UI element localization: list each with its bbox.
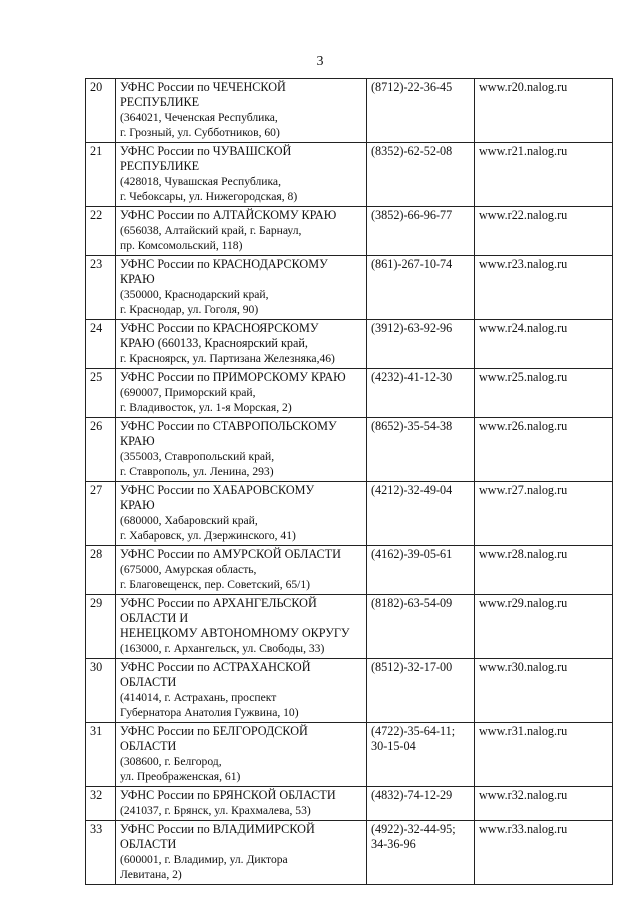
website-link[interactable]: www.r24.nalog.ru <box>475 320 613 369</box>
row-number: 27 <box>86 482 116 546</box>
phone-cell <box>367 821 475 885</box>
office-name-line: УФНС России по АЛТАЙСКОМУ КРАЮ <box>120 208 337 222</box>
office-name-line: ОБЛАСТИ И <box>120 611 189 625</box>
office-address-line: (241037, г. Брянск, ул. Крахмалева, 53) <box>120 804 311 817</box>
phone-number: (8512)-32-17-00 <box>371 660 453 674</box>
office-address-line: (428018, Чувашская Республика, <box>120 175 281 188</box>
phone-cell <box>367 369 475 418</box>
office-cell <box>116 821 367 885</box>
office-address-line: г. Грозный, ул. Субботников, 60) <box>120 126 280 139</box>
row-number: 20 <box>86 79 116 143</box>
office-name-line: УФНС России по СТАВРОПОЛЬСКОМУ <box>120 419 337 433</box>
office-cell <box>116 143 367 207</box>
phone-cell <box>367 79 475 143</box>
website-link[interactable]: www.r27.nalog.ru <box>475 482 613 546</box>
website-link[interactable]: www.r25.nalog.ru <box>475 369 613 418</box>
row-number: 29 <box>86 595 116 659</box>
office-address-line: г. Красноярск, ул. Партизана Железняка,46) <box>120 352 335 365</box>
table-row <box>86 207 613 256</box>
phone-cell <box>367 482 475 546</box>
office-address-line: (690007, Приморский край, <box>120 386 256 399</box>
phone-number: (4832)-74-12-29 <box>371 788 453 802</box>
phone-cell <box>367 659 475 723</box>
office-cell <box>116 723 367 787</box>
office-address-line: г. Краснодар, ул. Гоголя, 90) <box>120 303 259 316</box>
row-number: 28 <box>86 546 116 595</box>
row-number: 32 <box>86 787 116 821</box>
website-link[interactable]: www.r28.nalog.ru <box>475 546 613 595</box>
phone-number: (3852)-66-96-77 <box>371 208 453 222</box>
office-name-line: УФНС России по БРЯНСКОЙ ОБЛАСТИ <box>120 788 336 802</box>
row-number: 26 <box>86 418 116 482</box>
office-name-line: ОБЛАСТИ <box>120 675 177 689</box>
phone-cell <box>367 787 475 821</box>
row-number: 33 <box>86 821 116 885</box>
row-number: 21 <box>86 143 116 207</box>
table-row <box>86 821 613 885</box>
website-link[interactable]: www.r31.nalog.ru <box>475 723 613 787</box>
row-number: 23 <box>86 256 116 320</box>
table-row <box>86 659 613 723</box>
phone-cell <box>367 546 475 595</box>
office-name-line: КРАЮ <box>120 434 155 448</box>
website-link[interactable]: www.r22.nalog.ru <box>475 207 613 256</box>
office-address-line: пр. Комсомольский, 118) <box>120 239 243 252</box>
office-address-line: Губернатора Анатолия Гужвина, 10) <box>120 706 299 719</box>
office-address-line: (364021, Чеченская Республика, <box>120 111 278 124</box>
phone-number: (4232)-41-12-30 <box>371 370 453 384</box>
office-name-line: УФНС России по АСТРАХАНСКОЙ <box>120 660 311 674</box>
office-cell <box>116 418 367 482</box>
office-address-line: (163000, г. Архангельск, ул. Свободы, 33) <box>120 642 325 655</box>
office-address-line: (680000, Хабаровский край, <box>120 514 258 527</box>
table-row <box>86 320 613 369</box>
phone-number: (4162)-39-05-61 <box>371 547 453 561</box>
office-address-line: (675000, Амурская область, <box>120 563 257 576</box>
office-name-line: КРАЮ <box>120 498 155 512</box>
office-name-line: ОБЛАСТИ <box>120 837 177 851</box>
table-row <box>86 256 613 320</box>
office-address-line: г. Хабаровск, ул. Дзержинского, 41) <box>120 529 296 542</box>
office-address-line: (414014, г. Астрахань, проспект <box>120 691 277 704</box>
row-number: 30 <box>86 659 116 723</box>
table-body <box>86 79 613 885</box>
office-name-line: УФНС России по ВЛАДИМИРСКОЙ <box>120 822 315 836</box>
website-link[interactable]: www.r30.nalog.ru <box>475 659 613 723</box>
office-cell <box>116 207 367 256</box>
office-name-line: УФНС России по КРАСНОДАРСКОМУ <box>120 257 328 271</box>
row-number: 31 <box>86 723 116 787</box>
office-name-line: РЕСПУБЛИКЕ <box>120 95 200 109</box>
office-address-line: (600001, г. Владимир, ул. Диктора <box>120 853 288 866</box>
table-row <box>86 369 613 418</box>
phone-number: 34-36-96 <box>371 837 416 851</box>
page-number: 3 <box>316 54 324 69</box>
phone-number: (8712)-22-36-45 <box>371 80 453 94</box>
website-link[interactable]: www.r23.nalog.ru <box>475 256 613 320</box>
office-cell <box>116 787 367 821</box>
website-link[interactable]: www.r21.nalog.ru <box>475 143 613 207</box>
office-cell <box>116 546 367 595</box>
phone-cell <box>367 723 475 787</box>
website-link[interactable]: www.r33.nalog.ru <box>475 821 613 885</box>
office-name-line: УФНС России по ХАБАРОВСКОМУ <box>120 483 315 497</box>
phone-number: (4922)-32-44-95; <box>371 822 456 836</box>
office-name-line: НЕНЕЦКОМУ АВТОНОМНОМУ ОКРУГУ <box>120 626 350 640</box>
office-address-line: Левитана, 2) <box>120 868 182 881</box>
table-row <box>86 482 613 546</box>
office-cell <box>116 79 367 143</box>
office-name-line: УФНС России по БЕЛГОРОДСКОЙ <box>120 724 308 738</box>
phone-cell <box>367 320 475 369</box>
table-row <box>86 418 613 482</box>
office-cell <box>116 659 367 723</box>
office-name-line: УФНС России по АМУРСКОЙ ОБЛАСТИ <box>120 547 341 561</box>
office-address-line: (350000, Краснодарский край, <box>120 288 269 301</box>
row-number: 25 <box>86 369 116 418</box>
phone-cell <box>367 143 475 207</box>
table-row <box>86 595 613 659</box>
phone-cell <box>367 207 475 256</box>
office-name-line: УФНС России по ПРИМОРСКОМУ КРАЮ <box>120 370 346 384</box>
phone-number: (8652)-35-54-38 <box>371 419 453 433</box>
office-cell <box>116 256 367 320</box>
tax-offices-table <box>85 78 613 885</box>
table-row <box>86 546 613 595</box>
website-link[interactable]: www.r20.nalog.ru <box>475 79 613 143</box>
phone-number: (4722)-35-64-11; <box>371 724 456 738</box>
table-row <box>86 79 613 143</box>
office-name-line: ОБЛАСТИ <box>120 739 177 753</box>
office-address-line: г. Владивосток, ул. 1-я Морская, 2) <box>120 401 292 414</box>
office-cell <box>116 482 367 546</box>
office-address-line: г. Чебоксары, ул. Нижегородская, 8) <box>120 190 298 203</box>
office-name-line: КРАЮ <box>120 272 155 286</box>
phone-number: (861)-267-10-74 <box>371 257 453 271</box>
row-number: 24 <box>86 320 116 369</box>
phone-number: (4212)-32-49-04 <box>371 483 453 497</box>
phone-cell <box>367 256 475 320</box>
office-address-line: (656038, Алтайский край, г. Барнаул, <box>120 224 302 237</box>
office-name-line: УФНС России по ЧУВАШСКОЙ <box>120 144 292 158</box>
phone-cell <box>367 418 475 482</box>
phone-cell <box>367 595 475 659</box>
office-address-line: (355003, Ставропольский край, <box>120 450 275 463</box>
website-link[interactable]: www.r32.nalog.ru <box>475 787 613 821</box>
office-address-line: г. Ставрополь, ул. Ленина, 293) <box>120 465 274 478</box>
phone-number: 30-15-04 <box>371 739 416 753</box>
phone-number: (8352)-62-52-08 <box>371 144 453 158</box>
website-link[interactable]: www.r29.nalog.ru <box>475 595 613 659</box>
office-name-line: УФНС России по ЧЕЧЕНСКОЙ <box>120 80 286 94</box>
office-name-line: РЕСПУБЛИКЕ <box>120 159 200 173</box>
office-cell <box>116 320 367 369</box>
phone-number: (8182)-63-54-09 <box>371 596 453 610</box>
office-address-line: (308600, г. Белгород, <box>120 755 222 768</box>
phone-number: (3912)-63-92-96 <box>371 321 453 335</box>
office-cell <box>116 595 367 659</box>
table-row <box>86 143 613 207</box>
table-row <box>86 787 613 821</box>
office-address-line: ул. Преображенская, 61) <box>120 770 241 783</box>
table-row <box>86 723 613 787</box>
office-name-line: КРАЮ (660133, Красноярский край, <box>120 336 308 350</box>
office-name-line: УФНС России по АРХАНГЕЛЬСКОЙ <box>120 596 317 610</box>
website-link[interactable]: www.r26.nalog.ru <box>475 418 613 482</box>
office-address-line: г. Благовещенск, пер. Советский, 65/1) <box>120 578 311 591</box>
row-number: 22 <box>86 207 116 256</box>
office-name-line: УФНС России по КРАСНОЯРСКОМУ <box>120 321 319 335</box>
office-cell <box>116 369 367 418</box>
